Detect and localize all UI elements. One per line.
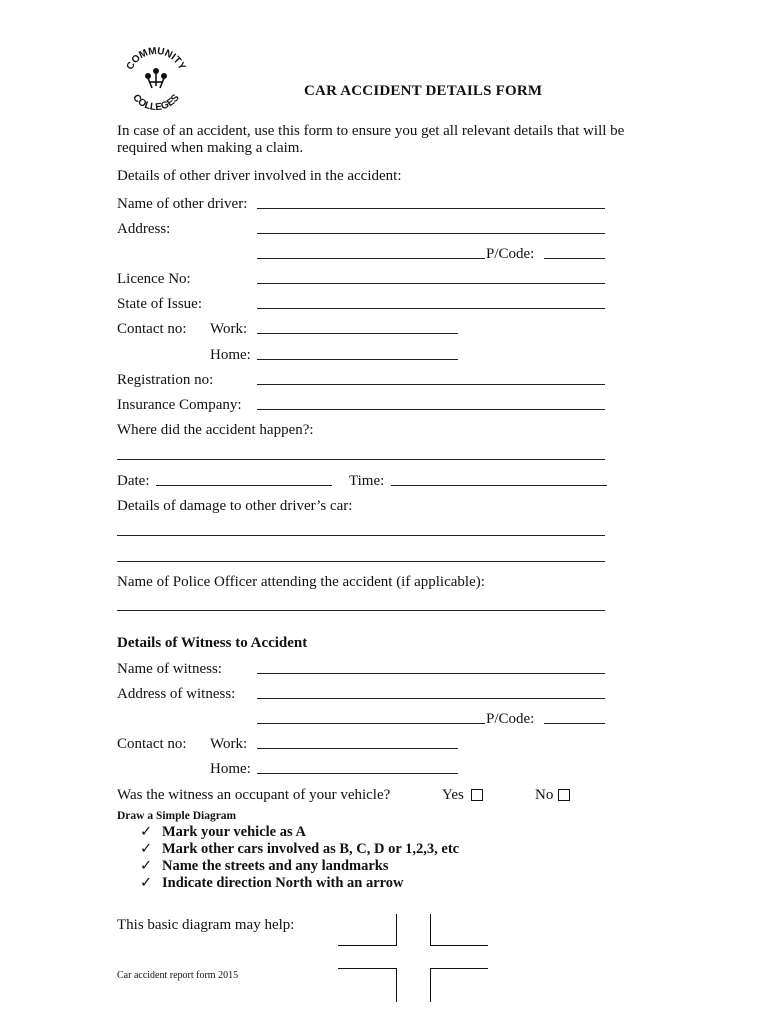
logo-top-text: COMMUNITY bbox=[124, 46, 188, 72]
road-edge bbox=[430, 968, 431, 1002]
diagram-instruction: ✓ Mark your vehicle as A bbox=[140, 824, 306, 840]
svg-text:COLLEGES bbox=[130, 92, 182, 113]
other-driver-home-field[interactable] bbox=[257, 359, 458, 360]
time-field[interactable] bbox=[391, 485, 607, 486]
accident-location-field[interactable] bbox=[117, 459, 605, 460]
road-edge bbox=[338, 968, 396, 969]
registration-label: Registration no: bbox=[117, 372, 214, 388]
road-edge bbox=[338, 945, 396, 946]
insurance-label: Insurance Company: bbox=[117, 397, 242, 413]
diagram-help-text: This basic diagram may help: bbox=[117, 917, 295, 933]
diagram-instruction: ✓ Name the streets and any landmarks bbox=[140, 858, 389, 874]
other-driver-heading: Details of other driver involved in the accident: bbox=[117, 168, 402, 184]
other-driver-name-label: Name of other driver: bbox=[117, 196, 248, 212]
police-officer-label: Name of Police Officer attending the accident (if applicable): bbox=[117, 574, 485, 590]
other-driver-address-field-1[interactable] bbox=[257, 233, 605, 234]
logo-bottom-text: COLLEGES bbox=[130, 92, 182, 114]
witness-name-label: Name of witness: bbox=[117, 661, 222, 677]
road-edge bbox=[396, 914, 397, 946]
witness-address-field-1[interactable] bbox=[257, 698, 605, 699]
damage-label: Details of damage to other driver’s car: bbox=[117, 498, 353, 514]
witness-heading: Details of Witness to Accident bbox=[117, 635, 308, 651]
police-officer-field[interactable] bbox=[117, 610, 605, 611]
intro-line-1: In case of an accident, use this form to ensure you get all relevant details that will be bbox=[117, 123, 625, 139]
no-checkbox[interactable] bbox=[558, 789, 570, 801]
intro-line-2: required when making a claim. bbox=[117, 140, 304, 156]
road-edge bbox=[396, 968, 397, 1002]
witness-address-field-2[interactable] bbox=[257, 723, 485, 724]
other-driver-contact-label: Contact no: bbox=[117, 321, 187, 337]
witness-home-field[interactable] bbox=[257, 773, 458, 774]
check-icon: ✓ bbox=[140, 858, 153, 874]
check-icon: ✓ bbox=[140, 875, 153, 891]
diagram-instruction: ✓ Indicate direction North with an arrow bbox=[140, 875, 404, 891]
road-edge bbox=[430, 968, 488, 969]
other-driver-work-field[interactable] bbox=[257, 333, 458, 334]
other-driver-address-field-2[interactable] bbox=[257, 258, 485, 259]
footer-text: Car accident report form 2015 bbox=[117, 970, 239, 981]
licence-label: Licence No: bbox=[117, 271, 191, 287]
date-field[interactable] bbox=[156, 485, 332, 486]
check-icon: ✓ bbox=[140, 824, 153, 840]
witness-occupant-question: Was the witness an occupant of your vehicle? bbox=[117, 787, 391, 803]
witness-home-label: Home: bbox=[210, 761, 251, 777]
other-driver-work-label: Work: bbox=[210, 321, 248, 337]
form-title: CAR ACCIDENT DETAILS FORM bbox=[304, 83, 543, 99]
witness-name-field[interactable] bbox=[257, 673, 605, 674]
damage-field-1[interactable] bbox=[117, 535, 605, 536]
community-colleges-logo bbox=[122, 46, 190, 114]
diagram-instruction: ✓ Mark other cars involved as B, C, D or 1,2,3, etc bbox=[140, 841, 460, 857]
state-of-issue-field[interactable] bbox=[257, 308, 605, 309]
check-icon: ✓ bbox=[140, 841, 153, 857]
state-of-issue-label: State of Issue: bbox=[117, 296, 202, 312]
other-driver-pcode-field[interactable] bbox=[544, 258, 605, 259]
witness-address-label: Address of witness: bbox=[117, 686, 236, 702]
other-driver-pcode-label: P/Code: bbox=[486, 246, 535, 262]
road-edge bbox=[430, 914, 431, 946]
damage-field-2[interactable] bbox=[117, 561, 605, 562]
date-label: Date: bbox=[117, 473, 150, 489]
yes-checkbox[interactable] bbox=[471, 789, 483, 801]
witness-pcode-field[interactable] bbox=[544, 723, 605, 724]
other-driver-home-label: Home: bbox=[210, 347, 251, 363]
witness-work-field[interactable] bbox=[257, 748, 458, 749]
other-driver-name-field[interactable] bbox=[257, 208, 605, 209]
insurance-field[interactable] bbox=[257, 409, 605, 410]
other-driver-address-label: Address: bbox=[117, 221, 171, 237]
witness-work-label: Work: bbox=[210, 736, 248, 752]
no-label: No bbox=[535, 787, 554, 803]
yes-label: Yes bbox=[442, 787, 464, 803]
accident-location-label: Where did the accident happen?: bbox=[117, 422, 314, 438]
licence-field[interactable] bbox=[257, 283, 605, 284]
witness-pcode-label: P/Code: bbox=[486, 711, 535, 727]
witness-contact-label: Contact no: bbox=[117, 736, 187, 752]
diagram-heading: Draw a Simple Diagram bbox=[117, 810, 237, 822]
time-label: Time: bbox=[349, 473, 385, 489]
registration-field[interactable] bbox=[257, 384, 605, 385]
road-edge bbox=[430, 945, 488, 946]
